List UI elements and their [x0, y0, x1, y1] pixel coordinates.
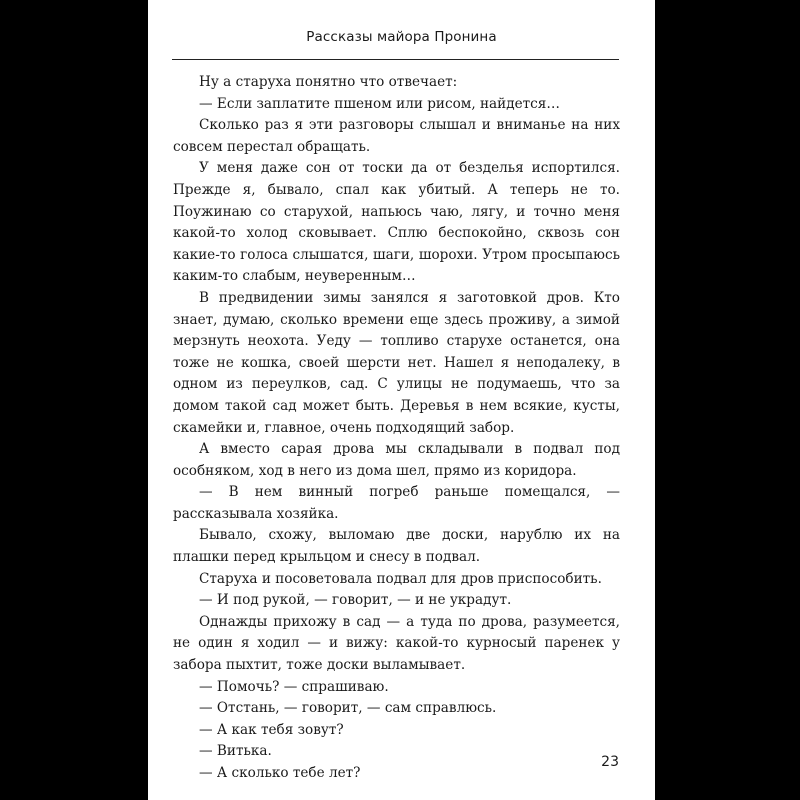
page-number: 23 — [601, 754, 619, 770]
paragraph: У меня даже сон от тоски да от безделья испортился. Прежде я, бывало, спал как убитый. А теперь не то. Поужинаю со старухой, напьюсь чаю, лягу, и точно меня какой-то холод сковывает. Сплю беспокойно, сквозь сон какие-то голоса слышатся, шаги, шорохи. Утром просыпаюсь каким-то слабым, неуверенным… — [173, 160, 620, 285]
paragraph: Старуха и посоветовала подвал для дров приспособить. — [199, 570, 602, 587]
paragraph: — Если заплатите пшеном или рисом, найдется… — [199, 95, 560, 112]
paragraph: Сколько раз я эти разговоры слышал и вниманье на них совсем перестал обращать. — [173, 117, 620, 155]
book-page — [148, 0, 655, 800]
header-rule — [172, 59, 619, 60]
body-text — [173, 72, 620, 785]
paragraph: Ну а старуха понятно что отвечает: — [199, 74, 458, 90]
paragraph: А вместо сарая дрова мы складывали в подвал под особняком, ход в него из дома шел, прямо из коридора. — [173, 441, 620, 479]
paragraph: — Помочь? — спрашиваю. — [199, 678, 389, 695]
paragraph: — А как тебя зовут? — [199, 721, 344, 738]
paragraph: Бывало, схожу, выломаю две доски, нарублю их на плашки перед крыльцом и снесу в подвал. — [173, 527, 620, 566]
paragraph: Однажды прихожу в сад — а туда по дрова, разумеется, не один я ходил — и вижу: какой-то курносый паренек у забора пыхтит, тоже доски выламывает. — [173, 613, 620, 674]
paragraph: — А сколько тебе лет? — [199, 765, 361, 781]
paragraph: — В нем винный погреб раньше помещался, — рассказывала хозяйка. — [173, 484, 620, 522]
paragraph: — И под рукой, — говорит, — и не украдут. — [199, 592, 512, 609]
paragraph: — Витька. — [199, 743, 272, 760]
running-title: Рассказы майора Пронина — [306, 29, 497, 45]
paragraph: В предвидении зимы занялся я заготовкой дров. Кто знает, думаю, сколько времени еще здесь проживу, а зимой мерзнуть неохота. Уеду — топливо старухе останется, она тоже не кошка, своей шерсти нет. Нашел я неподалеку, в одном из переулков, сад. С улицы не подумаешь, что за домом такой сад может быть. Деревья в нем всякие, кусты, скамейки и, главное, очень подходящий забор. — [173, 289, 620, 436]
paragraph: — Отстань, — говорит, — сам справлюсь. — [199, 700, 497, 717]
